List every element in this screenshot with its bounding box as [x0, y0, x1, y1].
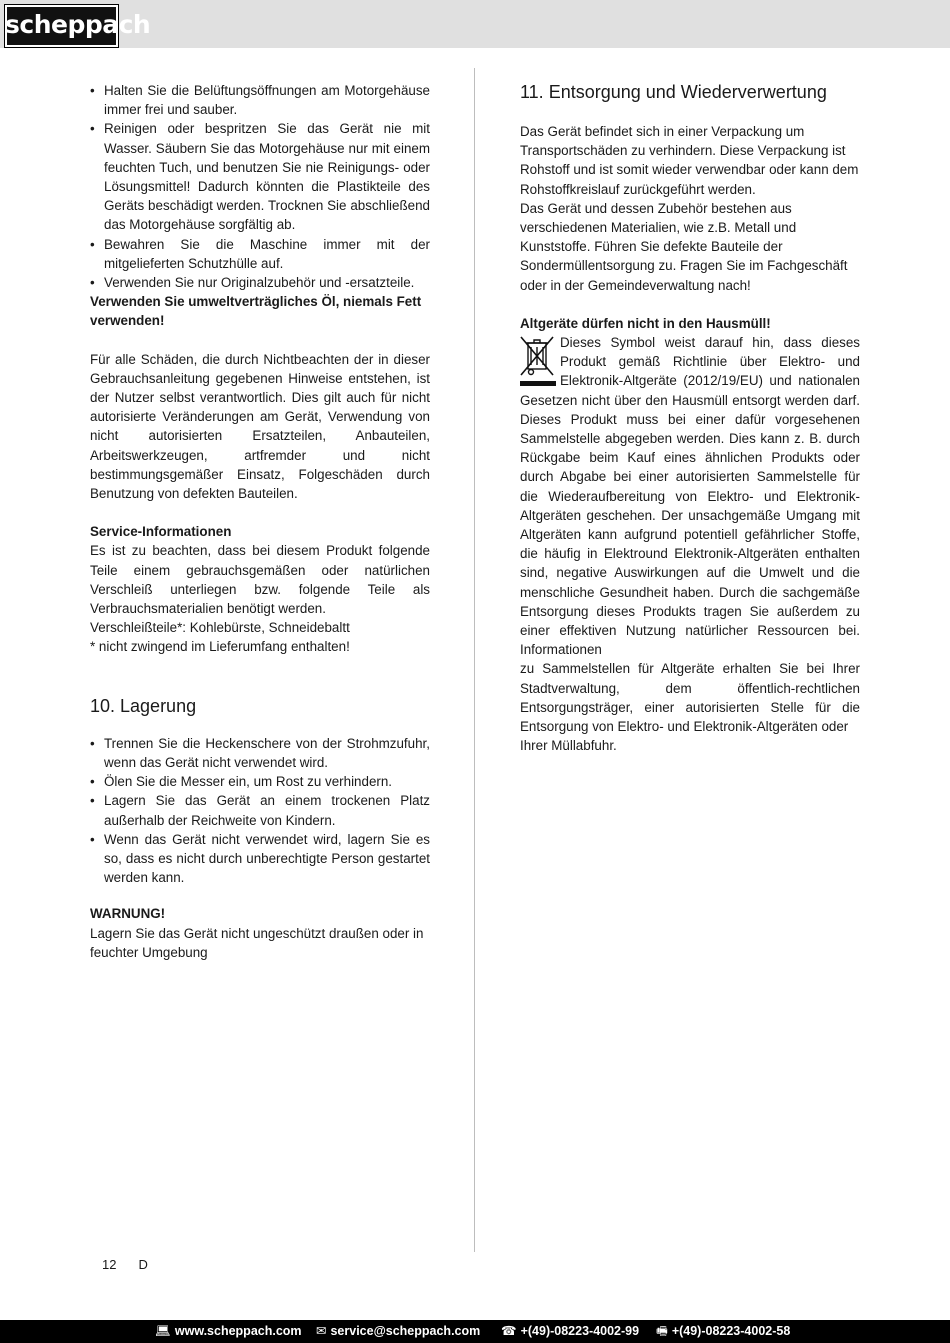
email-contact[interactable] — [316, 1320, 480, 1343]
disposal-heading: 11. Entsorgung und Wiederverwertung — [520, 82, 827, 102]
list-item: • Lagern Sie das Gerät an einem trockenen Platz außerhalb der Reichweite von Kindern. — [90, 791, 430, 829]
list-item: • Verwenden Sie nur Originalzubehör und -ersatzteile. — [90, 273, 430, 292]
list-item: • Trennen Sie die Heckenschere von der Strohmzufuhr, wenn das Gerät nicht verwendet wird. — [90, 734, 430, 772]
service-paragraph: Es ist zu beachten, dass bei diesem Produkt folgende Teile einem gebrauchsgemäßen oder natürlichen Verschleiß unterliegen bzw. folgende Teile als Verbrauchsmaterialien benötigt werden. — [90, 543, 430, 617]
laptop-icon: 💻︎ — [155, 1324, 171, 1338]
materials-paragraph: Das Gerät und dessen Zubehör bestehen aus verschiedenen Materialien, wie z.B. Metall und Kunststoffe. Führen Sie defekte Bauteile der Sondermüllentsorgung zu. Fragen Sie im Fachgeschäft oder in der Gemeindeverwaltung nach! — [520, 200, 848, 293]
storage-list — [90, 734, 430, 888]
weee-paragraph: Dieses Symbol weist darauf hin, dass dieses Produkt gemäß Richtlinie über Elektro- und Elektronik-Altgeräte (2012/19/EU) und nationalen Gesetzen nicht über den Hausmüll entsorgt werden darf. Dieses Produkt muss bei einer dafür vorgesehenen Sammelstelle abgegeben werden. Dies kann z. B. durch Rückgabe beim Kauf eines ähnlichen Produkts oder durch Abgabe bei einer autorisierten Sammelstelle für die Wiederaufbereitung von Elektro- und Elektronik- Altgeräten geschehen. Der unsachgemäße Umgang mit Altgeräten kann aufgrund potentiell gefährlicher Stoffe, die häufig in Elektround Elektronik-Altgeräten enthalten sind, negative Auswirkungen auf die Umwelt und die menschliche Gesundheit haben. Durch die sachgemäße Entsorgung dieses Produkts tragen Sie außerdem zu einer effektiven Nutzung natürlicher Ressourcen bei. Informationen — [520, 335, 860, 658]
packaging-paragraph: Das Gerät befindet sich in einer Verpackung um Transportschäden zu verhindern. Diese Verpackung ist Rohstoff und ist somit wieder verwendbar oder kann dem Rohstoffkreislauf zurückgeführt werden. — [520, 124, 859, 197]
wear-parts: Verschleißteile*: Kohlebürste, Schneidebaltt — [90, 620, 350, 636]
email-link[interactable]: service@scheppach.com — [330, 1324, 481, 1338]
old-devices-heading: Altgeräte dürfen nicht in den Hausmüll! — [520, 315, 771, 331]
language-code: D — [138, 1257, 148, 1272]
column-divider — [474, 68, 475, 1252]
wear-parts-note: * nicht zwingend im Lieferumfang enthalten! — [90, 639, 350, 655]
envelope-icon: ✉︎ — [316, 1324, 327, 1338]
oil-warning: Verwenden Sie umweltverträgliches Öl, niemals Fett verwenden! — [90, 294, 422, 329]
crossed-out-wheelie-bin-icon — [520, 335, 560, 387]
warning-heading: WARNUNG! — [90, 906, 166, 922]
right-column — [520, 81, 860, 756]
list-item: • Reinigen oder bespritzen Sie das Gerät nie mit Wasser. Säubern Sie das Motorgehäuse nur mit einem feuchten Tuch, und benutzen Sie nie Reinigungs- oder Lösungsmittel! Dadurch könnten die Plastikteile des Geräts beschädigt werden. Trocknen Sie abschließend das Motorgehäuse sorgfältig ab. — [90, 119, 430, 234]
phone-number[interactable]: +(49)-08223-4002-99 — [520, 1324, 640, 1338]
care-list — [90, 81, 430, 292]
service-heading: Service-Informationen — [90, 524, 232, 540]
list-item: • Bewahren Sie die Maschine immer mit der mitgelieferten Schutzhülle auf. — [90, 235, 430, 273]
left-column — [90, 81, 430, 962]
fax-number: +(49)-08223-4002-58 — [671, 1324, 791, 1338]
phone-contact[interactable] — [501, 1320, 639, 1343]
fax-contact — [656, 1320, 790, 1343]
warning-paragraph: Lagern Sie das Gerät nicht ungeschützt draußen oder in feuchter Umgebung — [90, 925, 424, 960]
page-footer — [102, 1257, 170, 1272]
weee-paragraph-2: zu Sammelstellen für Altgeräte erhalten Sie bei Ihrer Stadtverwaltung, dem öffentlich-rechtlichen Entsorgungsträger, einer autorisierten Stelle für die Entsorgung von Elektro- und Elektronik-Altgeräten oder — [520, 661, 860, 735]
liability-paragraph: Für alle Schäden, die durch Nichtbeachten der in dieser Gebrauchsanleitung gegebenen Hinweise entstehen, ist der Nutzer selbst verantwortlich. Dies gilt auch für nicht autorisierte Veränderungen am Gerät, Verwendung von nicht autorisierten Ersatzteilen, Anbauteilen, Arbeitswerkzeugen, artfremder und nicht bestimmungsgemäßer Einsatz, Folgeschäden durch Benutzung von defekten Bauteilen. — [90, 351, 430, 502]
weee-paragraph-3: Ihrer Müllabfuhr. — [520, 738, 617, 754]
website-contact[interactable] — [155, 1320, 302, 1343]
website-link[interactable]: www.scheppach.com — [174, 1324, 302, 1338]
page-number: 12 — [102, 1257, 117, 1272]
telephone-icon: ☎︎ — [501, 1324, 517, 1338]
scheppach-logo: scheppach — [4, 4, 119, 48]
contact-bar — [0, 1320, 950, 1343]
list-item: • Wenn das Gerät nicht verwendet wird, lagern Sie es so, dass es nicht durch unberechtigte Person gestartet werden kann. — [90, 830, 430, 888]
fax-icon: 🖷︎ — [656, 1324, 668, 1338]
storage-heading: 10. Lagerung — [90, 695, 197, 716]
header-bar — [0, 0, 950, 48]
list-item: • Halten Sie die Belüftungsöffnungen am Motorgehäuse immer frei und sauber. — [90, 81, 430, 119]
list-item: • Ölen Sie die Messer ein, um Rost zu verhindern. — [90, 772, 430, 791]
